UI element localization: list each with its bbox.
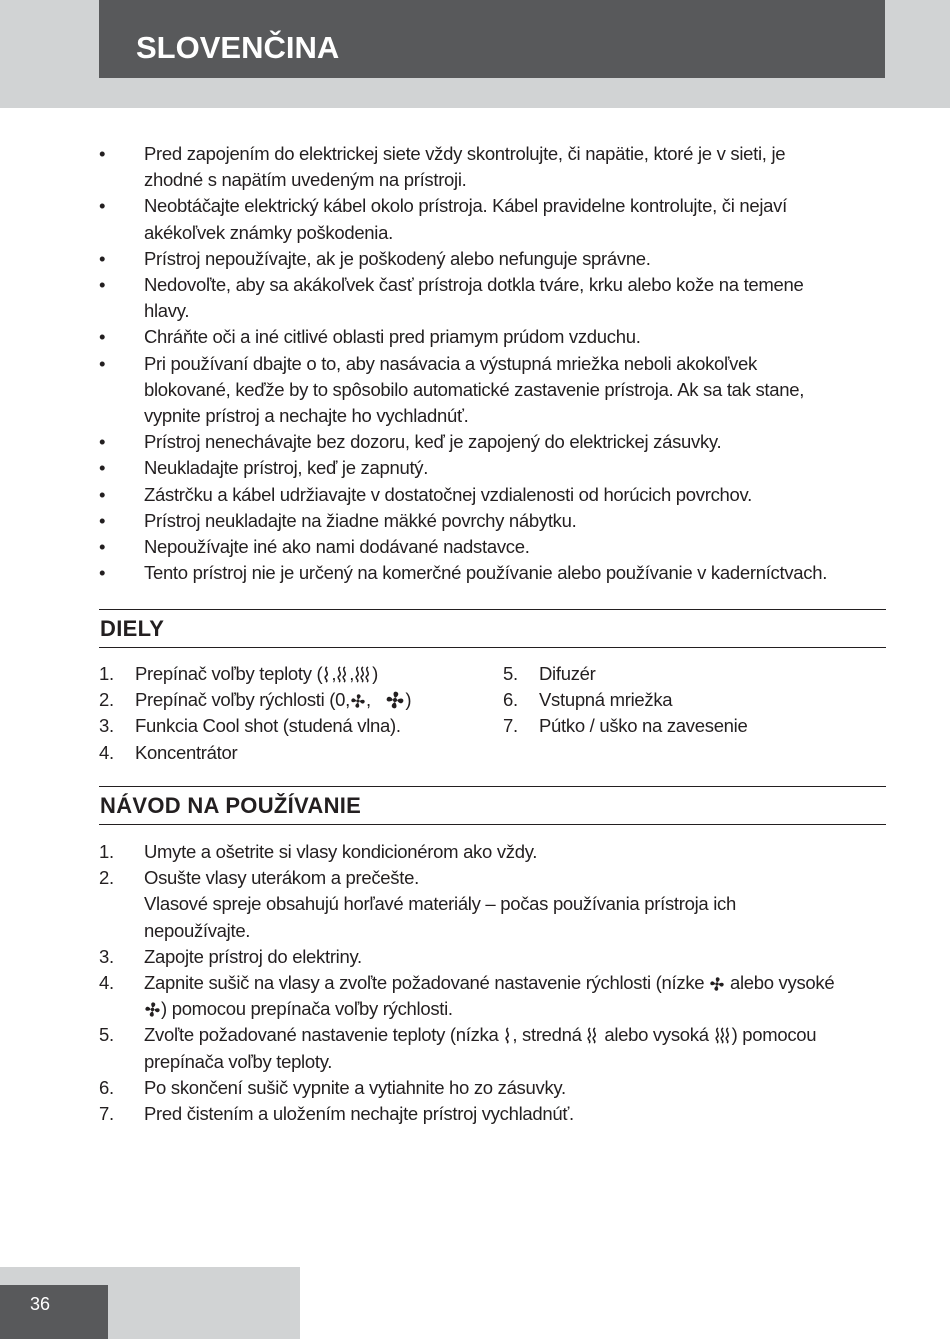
bullet-marker: • bbox=[99, 143, 106, 164]
bullet-marker: • bbox=[99, 562, 106, 584]
section-rule bbox=[99, 786, 886, 787]
list-item: 2. Prepínač voľby rýchlosti (0, , ) bbox=[99, 689, 412, 711]
bullet-marker: • bbox=[99, 457, 106, 479]
safety-item-text: blokované, keďže by to spôsobilo automatické zastavenie prístroja. Ak sa tak stane, bbox=[144, 378, 805, 400]
fan-low-icon bbox=[709, 976, 725, 992]
heat-high-icon bbox=[714, 1027, 732, 1044]
list-item: 7. Pred čistením a uložením nechajte prístroj vychladnúť. bbox=[99, 1103, 574, 1125]
bullet-marker: • bbox=[99, 536, 106, 558]
list-item: 7. Pútko / uško na zavesenie bbox=[503, 715, 748, 737]
page-number: 36 bbox=[30, 1294, 51, 1314]
section-rule bbox=[99, 647, 886, 648]
bullet-marker: • bbox=[99, 247, 106, 269]
safety-item-text: Neukladajte prístroj, keď je zapnutý. bbox=[144, 457, 429, 479]
list-item: 3. Funkcia Cool shot (studená vlna). bbox=[99, 715, 401, 737]
section-rule bbox=[99, 824, 886, 825]
usage-steps bbox=[99, 839, 889, 1127]
fan-high-icon bbox=[144, 1001, 161, 1018]
fan-high-icon bbox=[385, 690, 405, 710]
safety-item-text: Nepoužívajte iné ako nami dodávané nadstavce. bbox=[144, 536, 530, 558]
usage-title: NÁVOD NA POUŽÍVANIE bbox=[100, 793, 362, 818]
bullet-marker: • bbox=[99, 352, 106, 374]
list-item: 1. Umyte a ošetrite si vlasy kondicionérom ako vždy. bbox=[99, 841, 538, 862]
safety-item bbox=[99, 508, 889, 534]
safety-item-text: zhodné s napätím uvedeným na prístroji. bbox=[144, 169, 467, 191]
bullet-marker: • bbox=[99, 326, 106, 348]
list-item: 1. Prepínač voľby teploty ( , , ) bbox=[99, 663, 378, 684]
safety-item bbox=[99, 272, 889, 324]
list-item: 4. Zapnite sušič na vlasy a zvoľte požadované nastavenie rýchlosti (nízke alebo vysoké ) pomocou prepínača voľby rýchlosti. bbox=[99, 972, 835, 1020]
safety-item-text: akékoľvek známky poškodenia. bbox=[144, 221, 393, 243]
safety-item bbox=[99, 455, 889, 481]
safety-item-text: hlavy. bbox=[144, 300, 190, 322]
page-number-box bbox=[0, 1285, 108, 1339]
safety-item bbox=[99, 482, 889, 508]
safety-item-text: vypnite prístroj a nechajte ho vychladnúť. bbox=[144, 405, 469, 427]
list-item: 3. Zapojte prístroj do elektriny. bbox=[99, 945, 362, 967]
section-rule bbox=[99, 609, 886, 610]
safety-item bbox=[99, 429, 889, 455]
safety-item-text: Tento prístroj nie je určený na komerčné používanie alebo používanie v kaderníctvach. bbox=[144, 562, 828, 584]
safety-item bbox=[99, 141, 889, 193]
parts-title: DIELY bbox=[100, 616, 165, 641]
list-item: 4. Koncentrátor bbox=[99, 741, 238, 763]
safety-item-text: Prístroj neukladajte na žiadne mäkké povrchy nábytku. bbox=[144, 509, 577, 531]
heat-medium-icon bbox=[586, 1027, 599, 1044]
safety-item-text: Neobtáčajte elektrický kábel okolo prístroja. Kábel pravidelne kontrolujte, či nejaví bbox=[144, 195, 787, 217]
safety-item-text: Pri používaní dbajte o to, aby nasávacia a výstupná mriežka neboli akokoľvek bbox=[144, 352, 757, 374]
safety-item-text: Chráňte oči a iné citlivé oblasti pred priamym prúdom vzduchu. bbox=[144, 326, 641, 348]
safety-item bbox=[99, 351, 889, 430]
parts-list-right bbox=[503, 661, 747, 740]
bullet-marker: • bbox=[99, 509, 106, 531]
bullet-marker: • bbox=[99, 431, 106, 453]
safety-item bbox=[99, 560, 889, 586]
bullet-marker: • bbox=[99, 195, 106, 217]
list-item: 6. Vstupná mriežka bbox=[503, 689, 673, 711]
heat-high-icon bbox=[354, 666, 372, 683]
heat-medium-icon bbox=[336, 666, 349, 683]
safety-item-text: Nedovoľte, aby sa akákoľvek časť prístroja dotkla tváre, krku alebo kože na temene bbox=[144, 274, 804, 296]
safety-item-text: Prístroj nenechávajte bez dozoru, keď je zapojený do elektrickej zásuvky. bbox=[144, 431, 722, 453]
list-item: 5. Difuzér bbox=[503, 663, 596, 684]
safety-item bbox=[99, 534, 889, 560]
bullet-marker: • bbox=[99, 274, 106, 296]
safety-item bbox=[99, 246, 889, 272]
list-item: 2. Osušte vlasy uterákom a prečešte. Vlasové spreje obsahujú horľavé materiály – počas používania prístroja ich nepoužívajte. bbox=[99, 867, 736, 941]
list-item: 5. Zvoľte požadované nastavenie teploty (nízka , stredná alebo vysoká ) pomocou prepínača voľby teploty. bbox=[99, 1024, 817, 1072]
parts-list-left bbox=[99, 661, 411, 766]
safety-item-text: Zástrčku a kábel udržiavajte v dostatočnej vzdialenosti od horúcich povrchov. bbox=[144, 483, 752, 505]
safety-item-text: Pred zapojením do elektrickej siete vždy skontrolujte, či napätie, ktoré je v sieti, je bbox=[144, 143, 786, 164]
language-title: SLOVENČINA bbox=[136, 30, 340, 65]
safety-item-text: Prístroj nepoužívajte, ak je poškodený alebo nefunguje správne. bbox=[144, 247, 651, 269]
bullet-marker: • bbox=[99, 483, 106, 505]
safety-item bbox=[99, 193, 889, 245]
fan-low-icon bbox=[350, 693, 366, 709]
safety-list bbox=[99, 141, 889, 586]
heat-low-icon bbox=[503, 1027, 512, 1044]
safety-item bbox=[99, 324, 889, 350]
list-item: 6. Po skončení sušič vypnite a vytiahnite ho zo zásuvky. bbox=[99, 1076, 566, 1098]
language-bar bbox=[99, 0, 885, 78]
